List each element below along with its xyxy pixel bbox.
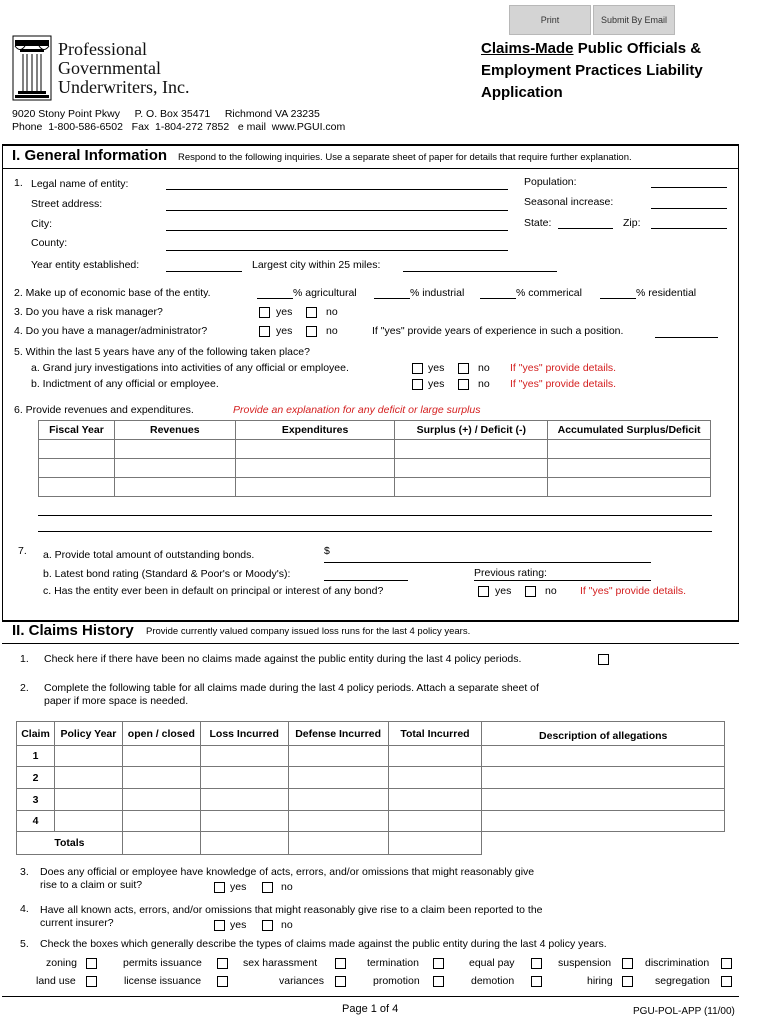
contact-line: Phone 1-800-586-6502 Fax 1-804-272 7852 e mail www.PGUI.com <box>12 121 346 133</box>
demotion-label: demotion <box>471 975 515 987</box>
industrial-field[interactable] <box>374 298 410 299</box>
no-claims-checkbox[interactable] <box>598 654 609 665</box>
yes-label: yes <box>230 919 247 931</box>
q5a-yes-checkbox[interactable] <box>412 363 423 374</box>
sex-harassment-label: sex harassment <box>243 957 318 969</box>
yes-label: yes <box>495 585 512 597</box>
promotion-checkbox[interactable] <box>433 976 444 987</box>
no-label: no <box>545 585 557 597</box>
bonds-amount-field[interactable] <box>324 562 651 563</box>
q7c-no-checkbox[interactable] <box>525 586 536 597</box>
zoning-label: zoning <box>46 957 77 969</box>
header-description: Description of allegations <box>482 722 725 746</box>
header-revenues: Revenues <box>114 421 235 440</box>
variances-checkbox[interactable] <box>335 976 346 987</box>
section-2-subtitle: Provide currently valued company issued loss runs for the last 4 policy years. <box>146 626 471 637</box>
residential-label: % residential <box>636 287 697 299</box>
header-open-closed: open / closed <box>122 722 200 746</box>
yes-label: yes <box>276 325 293 337</box>
agricultural-label: % agricultural <box>293 287 357 299</box>
zip-field[interactable] <box>651 228 727 229</box>
q7a-label: a. Provide total amount of outstanding bonds. <box>43 549 255 561</box>
legal-name-label: Legal name of entity: <box>31 178 129 190</box>
street-label: Street address: <box>31 198 103 210</box>
yes-label: yes <box>428 362 445 374</box>
totals-row: Totals <box>17 832 725 855</box>
yes-label: yes <box>428 378 445 390</box>
dollar-sign: $ <box>324 545 330 557</box>
segregation-checkbox[interactable] <box>721 976 732 987</box>
yes-label: yes <box>230 881 247 893</box>
legal-name-field[interactable] <box>166 189 508 190</box>
population-field[interactable] <box>651 187 727 188</box>
commerical-label: % commerical <box>516 287 582 299</box>
address-line: 9020 Stony Point Pkwy P. O. Box 35471 Richmond VA 23235 <box>12 108 320 120</box>
state-label: State: <box>524 217 552 229</box>
s2-q3-yes-checkbox[interactable] <box>214 882 225 893</box>
s2-q4-no-checkbox[interactable] <box>262 920 273 931</box>
q4-followup-label: If "yes" provide years of experience in such a position. <box>372 325 624 337</box>
no-label: no <box>326 325 338 337</box>
q5b-label: b. Indictment of any official or employee. <box>31 378 219 390</box>
explanation-line-2[interactable] <box>38 531 712 532</box>
q7c-label: c. Has the entity ever been in default on principal or interest of any bond? <box>43 585 384 597</box>
s2-q5-number: 5. <box>20 938 29 950</box>
industrial-label: % industrial <box>410 287 465 299</box>
header-total-incurred: Total Incurred <box>388 722 482 746</box>
q7-number: 7. <box>18 545 27 557</box>
s2-q2-line2: paper if more space is needed. <box>44 695 189 707</box>
permits-issuance-checkbox[interactable] <box>217 958 228 969</box>
street-field[interactable] <box>166 210 508 211</box>
q7b-label: b. Latest bond rating (Standard & Poor's or Moody's): <box>43 568 291 580</box>
previous-rating-field[interactable] <box>474 580 651 581</box>
s2-q2-line1: Complete the following table for all claims made during the last 4 policy periods. Attach a separate sheet of <box>44 682 539 694</box>
header-loss-incurred: Loss Incurred <box>200 722 288 746</box>
table-row <box>39 478 711 497</box>
q5b-yes-checkbox[interactable] <box>412 379 423 390</box>
no-label: no <box>281 881 293 893</box>
s2-q3-line2: rise to a claim or suit? <box>40 879 143 891</box>
page-number: Page 1 of 4 <box>342 1003 399 1015</box>
q7c-yes-checkbox[interactable] <box>478 586 489 597</box>
variances-label: variances <box>279 975 324 987</box>
table-row: 4 <box>17 811 725 832</box>
q4-no-checkbox[interactable] <box>306 326 317 337</box>
no-label: no <box>326 306 338 318</box>
termination-label: termination <box>367 957 419 969</box>
table-row: 1 <box>17 746 725 767</box>
header-accumulated: Accumulated Surplus/Deficit <box>548 421 711 440</box>
suspension-checkbox[interactable] <box>622 958 633 969</box>
s2-q3-line1: Does any official or employee have knowledge of acts, errors, and/or omissions that might reasonably give <box>40 866 535 878</box>
s2-q3-number: 3. <box>20 866 29 878</box>
header-expenditures: Expenditures <box>235 421 395 440</box>
county-label: County: <box>31 237 68 249</box>
header-claim: Claim <box>17 722 55 746</box>
s2-q5-label: Check the boxes which generally describe the types of claims made against the public entity during the last 4 policy years. <box>40 938 607 950</box>
promotion-label: promotion <box>373 975 420 987</box>
zip-label: Zip: <box>623 217 641 229</box>
table-row: 2 <box>17 767 725 789</box>
yes-label: yes <box>276 306 293 318</box>
s2-q1-label: Check here if there have been no claims made against the public entity during the last 4 policy periods. <box>44 653 522 665</box>
claims-table <box>16 721 725 855</box>
section-1-title: I. General Information <box>12 147 168 164</box>
discrimination-checkbox[interactable] <box>721 958 732 969</box>
bond-rating-field[interactable] <box>324 580 408 581</box>
segregation-label: segregation <box>655 975 710 987</box>
header-policy-year: Policy Year <box>54 722 122 746</box>
print-button[interactable]: Print <box>509 5 591 35</box>
land-use-checkbox[interactable] <box>86 976 97 987</box>
company-name: Professional Governmental Underwriters, Inc. <box>58 39 190 97</box>
q4-years-field[interactable] <box>655 337 718 338</box>
header-defense-incurred: Defense Incurred <box>288 722 388 746</box>
financial-table <box>38 420 711 497</box>
equal-pay-checkbox[interactable] <box>531 958 542 969</box>
no-label: no <box>281 919 293 931</box>
license-issuance-checkbox[interactable] <box>217 976 228 987</box>
section-1-subtitle: Respond to the following inquiries. Use a separate sheet of paper for details that require further explanation. <box>178 152 632 163</box>
q3-label: 3. Do you have a risk manager? <box>14 306 163 318</box>
seasonal-label: Seasonal increase: <box>524 196 614 208</box>
q2-label: 2. Make up of economic base of the entity. <box>14 287 211 299</box>
residential-field[interactable] <box>600 298 636 299</box>
s2-q4-line2: current insurer? <box>40 917 114 929</box>
table-row <box>39 459 711 478</box>
no-label: no <box>478 362 490 374</box>
previous-rating-label: Previous rating: <box>474 567 547 579</box>
header-fiscal-year: Fiscal Year <box>39 421 115 440</box>
table-row: 3 <box>17 789 725 811</box>
q5a-label: a. Grand jury investigations into activities of any official or employee. <box>31 362 349 374</box>
form-title: Claims-Made Public Officials & Employment Practices Liability Application <box>481 40 703 101</box>
land-use-label: land use <box>36 975 76 987</box>
commerical-field[interactable] <box>480 298 516 299</box>
s2-q1-number: 1. <box>20 653 29 665</box>
submit-by-email-button[interactable]: Submit By Email <box>593 5 675 35</box>
zoning-checkbox[interactable] <box>86 958 97 969</box>
header-surplus-deficit: Surplus (+) / Deficit (-) <box>395 421 548 440</box>
largest-city-label: Largest city within 25 miles: <box>252 259 381 271</box>
license-issuance-label: license issuance <box>124 975 202 987</box>
sex-harassment-checkbox[interactable] <box>335 958 346 969</box>
agricultural-field[interactable] <box>257 298 293 299</box>
column-logo-icon <box>12 35 52 101</box>
discrimination-label: discrimination <box>645 957 710 969</box>
q7c-details-note: If "yes" provide details. <box>580 585 687 597</box>
q3-yes-checkbox[interactable] <box>259 307 270 318</box>
city-label: City: <box>31 218 52 230</box>
q5b-no-checkbox[interactable] <box>458 379 469 390</box>
year-established-field[interactable] <box>166 271 242 272</box>
form-id: PGU-POL-APP (11/00) <box>633 1006 735 1017</box>
demotion-checkbox[interactable] <box>531 976 542 987</box>
q6-label: 6. Provide revenues and expenditures. <box>14 404 194 416</box>
county-field[interactable] <box>166 250 508 251</box>
s2-q4-line1: Have all known acts, errors, and/or omissions that might reasonably give rise to a claim been reported to the <box>40 904 543 916</box>
population-label: Population: <box>524 176 577 188</box>
seasonal-field[interactable] <box>651 208 727 209</box>
s2-q2-number: 2. <box>20 682 29 694</box>
largest-city-field[interactable] <box>403 271 557 272</box>
q1-number: 1. <box>14 177 23 189</box>
q5-label: 5. Within the last 5 years have any of the following taken place? <box>14 346 310 358</box>
equal-pay-label: equal pay <box>469 957 515 969</box>
no-label: no <box>478 378 490 390</box>
q4-label: 4. Do you have a manager/administrator? <box>14 325 208 337</box>
q6-note: Provide an explanation for any deficit or large surplus <box>233 404 481 416</box>
table-row <box>39 440 711 459</box>
termination-checkbox[interactable] <box>433 958 444 969</box>
hiring-label: hiring <box>587 975 613 987</box>
section-2-title: II. Claims History <box>12 622 134 639</box>
hiring-checkbox[interactable] <box>622 976 633 987</box>
s2-q4-yes-checkbox[interactable] <box>214 920 225 931</box>
city-field[interactable] <box>166 230 508 231</box>
q4-yes-checkbox[interactable] <box>259 326 270 337</box>
explanation-line-1[interactable] <box>38 515 712 516</box>
year-established-label: Year entity established: <box>31 259 140 271</box>
permits-issuance-label: permits issuance <box>123 957 202 969</box>
s2-q3-no-checkbox[interactable] <box>262 882 273 893</box>
q5b-details-note: If "yes" provide details. <box>510 378 617 390</box>
s2-q4-number: 4. <box>20 903 29 915</box>
q5a-details-note: If "yes" provide details. <box>510 362 617 374</box>
suspension-label: suspension <box>558 957 612 969</box>
q5a-no-checkbox[interactable] <box>458 363 469 374</box>
state-field[interactable] <box>558 228 613 229</box>
q3-no-checkbox[interactable] <box>306 307 317 318</box>
